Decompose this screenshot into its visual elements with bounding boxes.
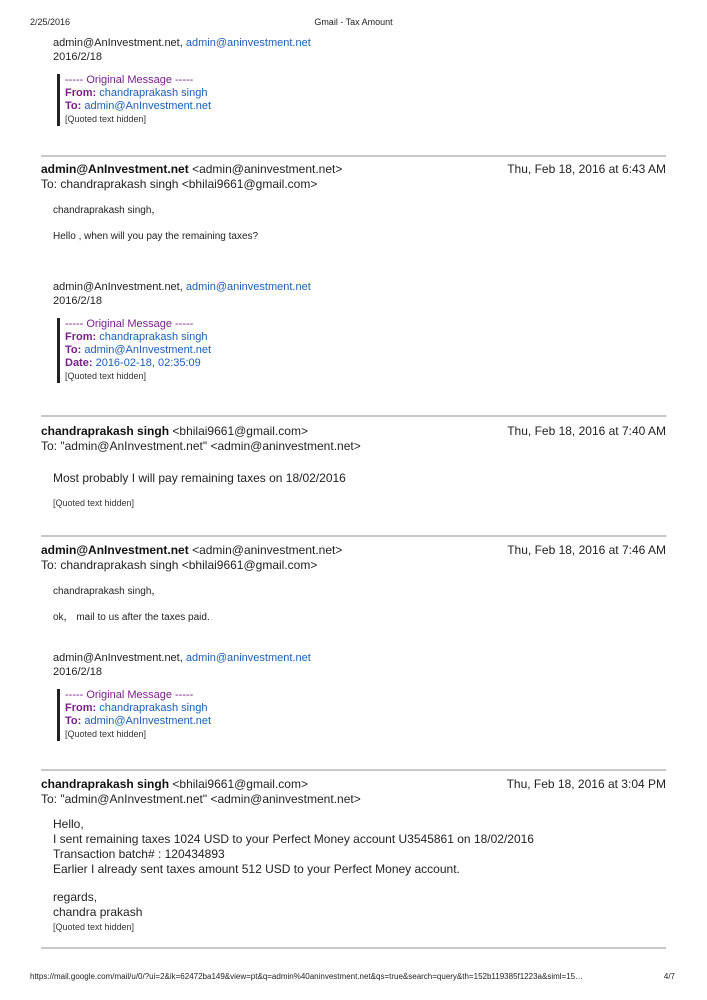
message-divider bbox=[41, 155, 666, 157]
to-label: To: bbox=[65, 715, 82, 727]
from-value[interactable]: chandraprakash singh bbox=[99, 331, 208, 343]
message-date: Thu, Feb 18, 2016 at 7:46 AM bbox=[507, 543, 666, 557]
sender-name[interactable]: admin@AnInvestment.net bbox=[41, 543, 189, 557]
sender-email: <admin@aninvestment.net> bbox=[192, 162, 343, 176]
date-label: Date: bbox=[65, 357, 93, 369]
message-text: Most probably I will pay remaining taxes on 18/02/2016 bbox=[53, 471, 346, 485]
recipient-line: To: "admin@AnInvestment.net" <admin@aninvestment.net> bbox=[41, 439, 361, 453]
quoted-text-hidden[interactable]: [Quoted text hidden] bbox=[65, 114, 147, 124]
greeting: chandraprakash singh， bbox=[53, 586, 162, 597]
from-label: From: bbox=[65, 87, 97, 99]
quoted-text-hidden[interactable]: [Quoted text hidden] bbox=[53, 922, 135, 932]
sender-name[interactable]: chandraprakash singh bbox=[41, 424, 170, 438]
to-value[interactable]: admin@AnInvestment.net bbox=[84, 100, 212, 112]
message-line: Transaction batch# : 120434893 bbox=[53, 847, 225, 861]
signature-email-link[interactable]: admin@aninvestment.net bbox=[185, 37, 311, 49]
message-date: Thu, Feb 18, 2016 at 6:43 AM bbox=[507, 162, 666, 176]
quoted-text-hidden[interactable]: [Quoted text hidden] bbox=[65, 729, 147, 739]
signature-date: 2016/2/18 bbox=[53, 295, 102, 307]
message-text: Hello , when will you pay the remaining taxes? bbox=[53, 231, 259, 242]
recipient-line: To: chandraprakash singh <bhilai9661@gmail.com> bbox=[41, 177, 318, 191]
closing-line: chandra prakash bbox=[53, 905, 143, 919]
message-closing bbox=[53, 890, 666, 920]
message-line: I sent remaining taxes 1024 USD to your Perfect Money account U3545861 on 18/02/2016 bbox=[53, 832, 534, 846]
message-body bbox=[53, 817, 666, 877]
quoted-text-hidden[interactable]: [Quoted text hidden] bbox=[65, 371, 147, 381]
sender-name[interactable]: admin@AnInvestment.net bbox=[41, 162, 189, 176]
recipient-line: To: "admin@AnInvestment.net" <admin@aninvestment.net> bbox=[41, 792, 361, 806]
signature bbox=[53, 280, 666, 308]
signature-date: 2016/2/18 bbox=[53, 666, 102, 678]
top-continuation bbox=[41, 36, 666, 126]
to-label: To: bbox=[65, 344, 82, 356]
to-value[interactable]: admin@AnInvestment.net bbox=[84, 715, 212, 727]
message-2 bbox=[41, 424, 666, 508]
page-url: https://mail.google.com/mail/u/0/?ui=2&ik=62472ba149&view=pt&q=admin%40aninvestment.net&qs=true&search=query&th=152b119385f1223a&siml=15… bbox=[30, 972, 584, 981]
greeting: chandraprakash singh， bbox=[53, 205, 162, 216]
sender-email: <admin@aninvestment.net> bbox=[192, 543, 343, 557]
signature-name: admin@AnInvestment.net, bbox=[53, 37, 183, 49]
message-divider bbox=[41, 535, 666, 537]
closing-line: regards, bbox=[53, 890, 98, 904]
message-date: Thu, Feb 18, 2016 at 7:40 AM bbox=[507, 424, 666, 438]
from-label: From: bbox=[65, 331, 97, 343]
message-line: Hello, bbox=[53, 817, 84, 831]
message-1 bbox=[41, 162, 666, 383]
original-message-label: ----- Original Message ----- bbox=[65, 74, 194, 86]
message-date: Thu, Feb 18, 2016 at 3:04 PM bbox=[506, 777, 666, 791]
from-value[interactable]: chandraprakash singh bbox=[99, 702, 208, 714]
signature-name: admin@AnInvestment.net, bbox=[53, 652, 183, 664]
quoted-block bbox=[57, 74, 666, 126]
message-divider bbox=[41, 947, 666, 949]
to-value[interactable]: admin@AnInvestment.net bbox=[84, 344, 212, 356]
date-value: 2016-02-18, 02:35:09 bbox=[95, 357, 201, 369]
signature-name: admin@AnInvestment.net, bbox=[53, 281, 183, 293]
message-line: Earlier I already sent taxes amount 512 USD to your Perfect Money account. bbox=[53, 862, 460, 876]
original-message-label: ----- Original Message ----- bbox=[65, 689, 194, 701]
recipient-line: To: chandraprakash singh <bhilai9661@gmail.com> bbox=[41, 558, 318, 572]
signature bbox=[53, 651, 666, 679]
message-text: ok， mail to us after the taxes paid. bbox=[53, 612, 210, 623]
signature-email-link[interactable]: admin@aninvestment.net bbox=[185, 281, 311, 293]
message-3 bbox=[41, 543, 666, 741]
original-message-label: ----- Original Message ----- bbox=[65, 318, 194, 330]
signature-date: 2016/2/18 bbox=[53, 51, 102, 63]
print-date: 2/25/2016 bbox=[30, 17, 71, 27]
quoted-text-hidden[interactable]: [Quoted text hidden] bbox=[53, 498, 135, 508]
message-divider bbox=[41, 415, 666, 417]
sender-email: <bhilai9661@gmail.com> bbox=[172, 777, 308, 791]
sender-name[interactable]: chandraprakash singh bbox=[41, 777, 170, 791]
quoted-block bbox=[57, 318, 666, 383]
signature bbox=[53, 36, 666, 64]
print-title: Gmail - Tax Amount bbox=[314, 17, 393, 27]
page-number: 4/7 bbox=[663, 972, 675, 981]
quoted-block bbox=[57, 689, 666, 741]
sender-email: <bhilai9661@gmail.com> bbox=[172, 424, 308, 438]
to-label: To: bbox=[65, 100, 82, 112]
message-divider bbox=[41, 769, 666, 771]
from-label: From: bbox=[65, 702, 97, 714]
signature-email-link[interactable]: admin@aninvestment.net bbox=[185, 652, 311, 664]
message-4 bbox=[41, 777, 666, 932]
from-value[interactable]: chandraprakash singh bbox=[99, 87, 208, 99]
